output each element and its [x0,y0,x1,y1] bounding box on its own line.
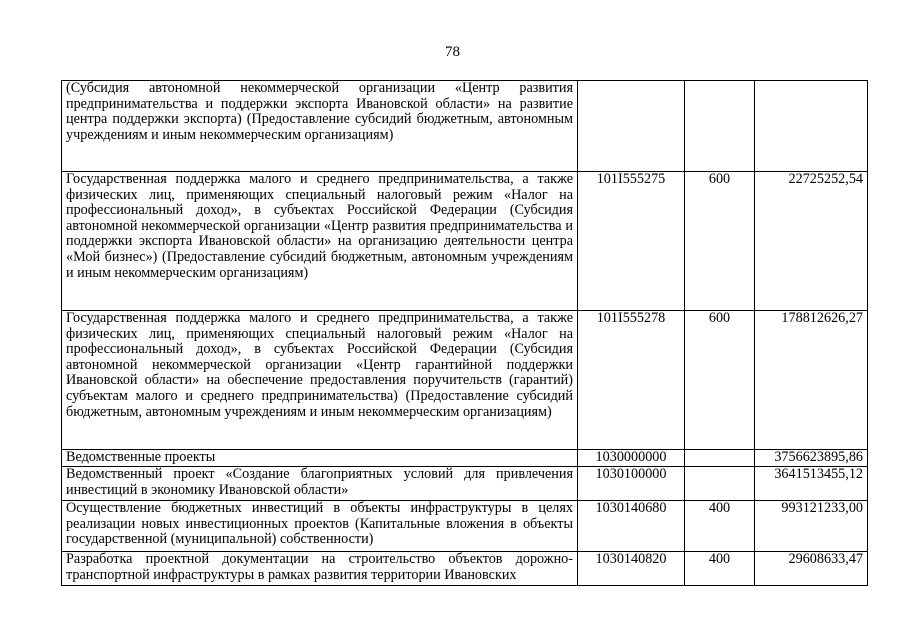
row-amount: 29608633,47 [755,552,868,586]
table-row [62,467,868,501]
table-row [62,450,868,467]
row-name: Государственная поддержка малого и среднего предпринимательства, а также физических лиц, применяющих специальный налоговый режим «Налог на профессиональный доход», в субъектах Российской Федерации (Субсидия автономной некоммерческой организации «Центр развития предпринимательства и поддержки экспорта Ивановской области» на организацию деятельности центра «Мой бизнес») (Предоставление субсидий бюджетным, автономным учреждениям и иным некоммерческим организациям) [62,172,578,311]
row-expense-type: 400 [685,501,755,552]
budget-table [61,80,868,586]
row-code [578,81,685,172]
row-expense-type [685,467,755,501]
table-row [62,552,868,586]
row-name: Осуществление бюджетных инвестиций в объекты инфраструктуры в целях реализации новых инвестиционных проектов (Капитальные вложения в объекты государственной (муниципальной) собственности) [62,501,578,552]
row-name: Ведомственный проект «Создание благоприятных условий для привлечения инвестиций в экономику Ивановской области» [62,467,578,501]
row-code: 1030000000 [578,450,685,467]
row-name: (Субсидия автономной некоммерческой организации «Центр развития предпринимательства и поддержки экспорта Ивановской области» на развитие центра поддержки экспорта) (Предоставление субсидий бюджетным, автономным учреждениям и иным некоммерческим организациям) [62,81,578,172]
row-name: Государственная поддержка малого и среднего предпринимательства, а также физических лиц, применяющих специальный налоговый режим «Налог на профессиональный доход», в субъектах Российской Федерации (Субсидия автономной некоммерческой организации «Центр гарантийной поддержки Ивановской области» на обеспечение предоставления поручительств (гарантий) субъектам малого и среднего предпринимательства) (Предоставление субсидий бюджетным, автономным учреждениям и иным некоммерческим организациям) [62,311,578,450]
row-amount: 178812626,27 [755,311,868,450]
row-amount: 3641513455,12 [755,467,868,501]
row-amount: 993121233,00 [755,501,868,552]
table-row [62,311,868,450]
table-row [62,172,868,311]
table-row [62,501,868,552]
row-expense-type: 600 [685,311,755,450]
row-code: 101I555278 [578,311,685,450]
page-number: 78 [445,44,460,60]
row-amount: 3756623895,86 [755,450,868,467]
table-row [62,81,868,172]
row-expense-type [685,81,755,172]
row-expense-type: 400 [685,552,755,586]
row-code: 1030100000 [578,467,685,501]
row-code: 1030140680 [578,501,685,552]
row-code: 1030140820 [578,552,685,586]
row-name: Ведомственные проекты [62,450,578,467]
row-name: Разработка проектной документации на строительство объектов дорожно-транспортной инфраструктуры в рамках развития территории Ивановских [62,552,578,586]
row-expense-type: 600 [685,172,755,311]
row-code: 101I555275 [578,172,685,311]
row-amount: 22725252,54 [755,172,868,311]
row-amount [755,81,868,172]
row-expense-type [685,450,755,467]
